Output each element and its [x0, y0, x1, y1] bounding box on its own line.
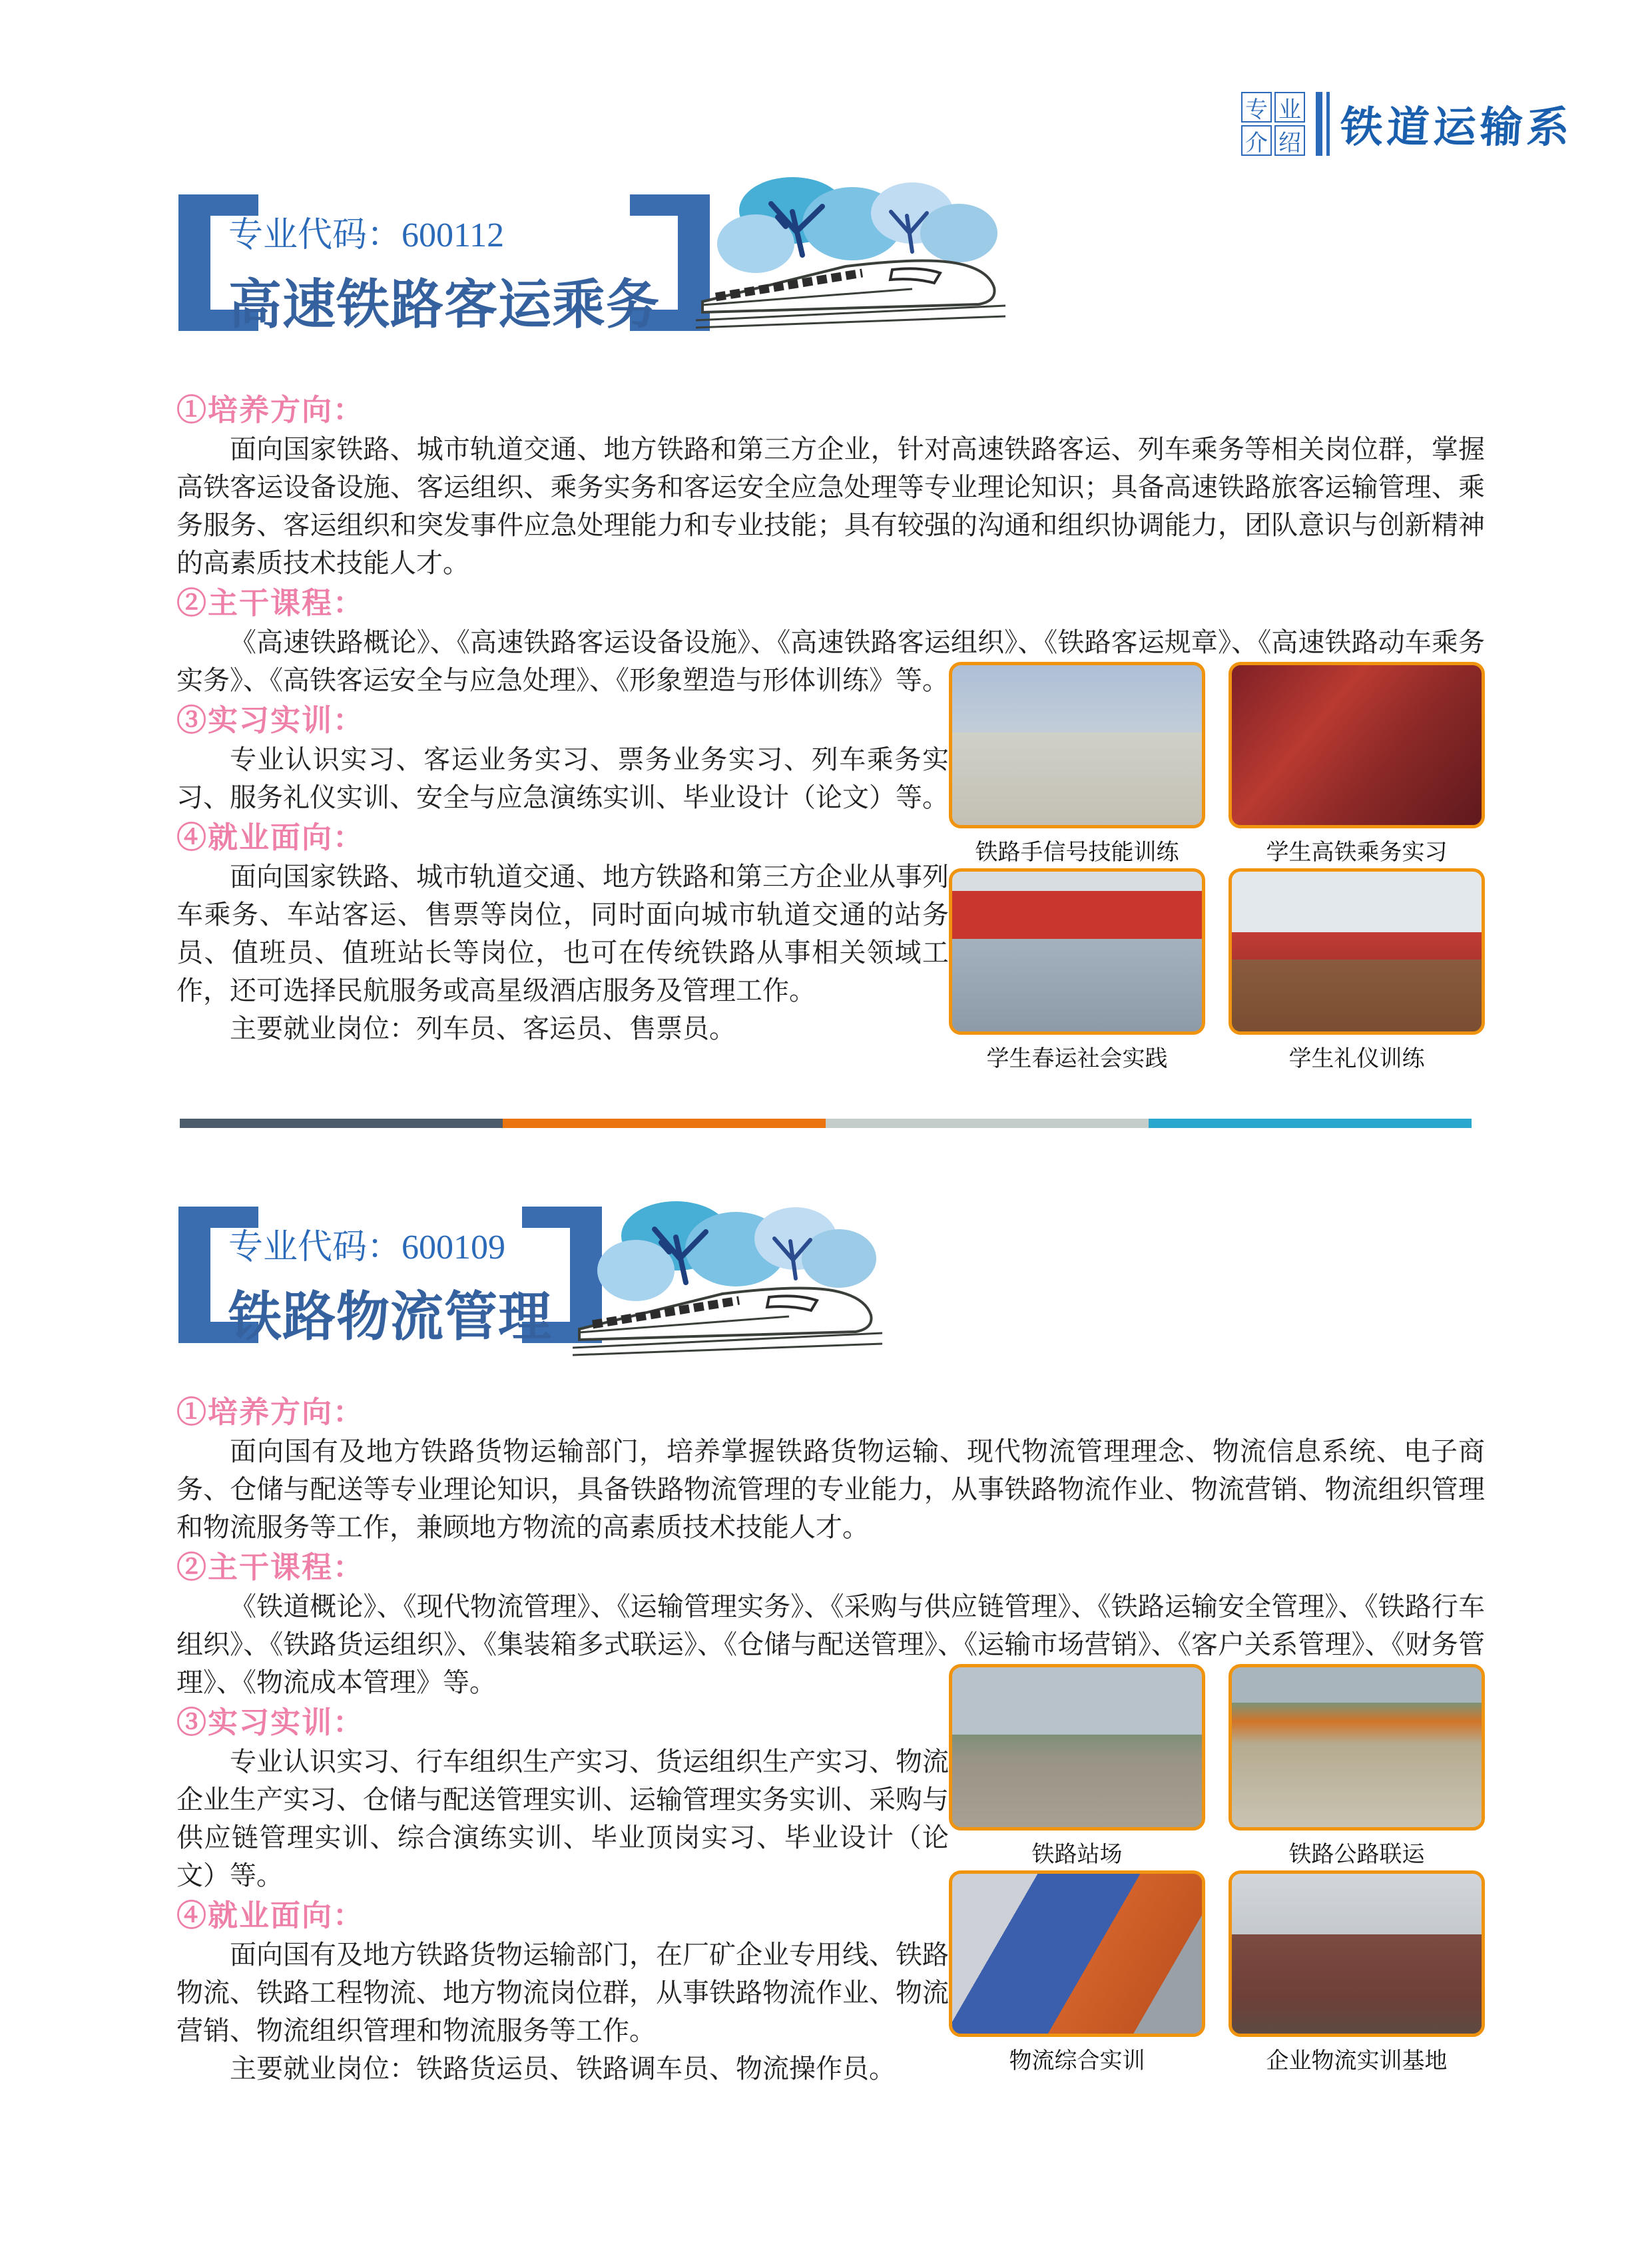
section1-content — [176, 390, 1485, 1071]
photo-figure — [1229, 1664, 1485, 1867]
photo-caption: 企业物流实训基地 — [1266, 2048, 1448, 2074]
double-bar-icon — [1316, 92, 1330, 156]
heading-employment-1: ④就业面向： — [176, 820, 365, 854]
photo-figure — [949, 1664, 1205, 1867]
employment-text-1: 面向国家铁路、城市轨道交通、地方铁路和第三方企业从事列车乘务、车站客运、售票等岗位，同时面向城市轨道交通的站务员、值班员、值班站长等岗位，也可在传统铁路从事相关领域工作，还可选择民航服务或高星级酒店服务及管理工作。 — [176, 862, 949, 1005]
photo-figure — [1229, 868, 1485, 1071]
photo-caption: 学生高铁乘务实习 — [1266, 840, 1448, 865]
badge-char: 介 — [1241, 125, 1272, 156]
photo-caption: 铁路站场 — [1031, 1842, 1123, 1867]
photo-figure — [1229, 662, 1485, 865]
practice-training-text-2: 专业认识实习、行车组织生产实习、货运组织生产实习、物流企业生产实习、仓储与配送管理实训、运输管理实务实训、采购与供应链管理实训、综合演练实训、毕业顶岗实习、毕业设计（论文）等。 — [176, 1747, 949, 1890]
photo-figure — [949, 662, 1205, 865]
train-trees-illustration-1 — [692, 165, 1012, 340]
major-title-2: 铁路物流管理 — [228, 1287, 552, 1346]
photo-caption: 学生礼仪训练 — [1288, 1046, 1425, 1071]
masthead — [1241, 92, 1573, 156]
major-title-block-1 — [178, 194, 710, 338]
heading-training-direction-1: ①培养方向： — [176, 393, 365, 427]
photo-spring-festival-practice — [949, 868, 1205, 1035]
photo-caption: 铁路公路联运 — [1288, 1842, 1425, 1867]
photo-figure — [1229, 1870, 1485, 2074]
major-code-1: 专业代码：600112 — [228, 216, 505, 254]
training-direction-text-2: 面向国有及地方铁路货物运输部门，培养掌握铁路货物运输、现代物流管理理念、物流信息系统、电子商务、仓储与配送等专业理论知识，具备铁路物流管理的专业能力，从事铁路物流作业、物流营销、物流组织管理和物流服务等工作，兼顾地方物流的高素质技术技能人才。 — [176, 1437, 1485, 1542]
photo-figure — [949, 868, 1205, 1071]
photo-grid-1 — [949, 624, 1485, 1071]
photo-logistics-comprehensive-training — [949, 1870, 1205, 2037]
photo-enterprise-logistics-base — [1229, 1870, 1485, 2037]
photo-caption: 学生春运社会实践 — [986, 1046, 1168, 1071]
employment-jobs-2: 主要就业岗位：铁路货运员、铁路调车员、物流操作员。 — [230, 2054, 896, 2084]
major-title-block-2 — [178, 1207, 602, 1350]
heading-practice-training-1: ③实习实训： — [176, 703, 365, 737]
main-courses-text-1: 《高速铁路概论》、《高速铁路客运设备设施》、《高速铁路客运组织》、《铁路客运规章》、《高速铁路动车乘务实务》、《高铁客运安全与应急处理》、《形象塑造与形体训练》等。 — [176, 628, 1485, 695]
department-title: 铁道运输系 — [1338, 103, 1575, 151]
badge-char: 业 — [1274, 92, 1305, 123]
photo-hand-signal-training — [949, 662, 1205, 828]
train-trees-illustration-2 — [569, 1177, 889, 1370]
heading-employment-2: ④就业面向： — [176, 1898, 365, 1932]
main-courses-text-2: 《铁道概论》、《现代物流管理》、《运输管理实务》、《采购与供应链管理》、《铁路运输安全管理》、《铁路行车组织》、《铁路货运组织》、《集装箱多式联运》、《仓储与配送管理》、《运输市场营销》、《客户关系管理》、《财务管理》、《物流成本管理》等。 — [176, 1592, 1485, 1697]
photo-figure — [949, 1870, 1205, 2074]
section2-content — [176, 1392, 1485, 2088]
major-intro-badge — [1241, 92, 1305, 156]
photo-railway-yard — [949, 1664, 1205, 1830]
photo-caption: 铁路手信号技能训练 — [975, 840, 1179, 865]
heading-training-direction-2: ①培养方向： — [176, 1395, 365, 1429]
major-code-2: 专业代码：600109 — [228, 1229, 506, 1266]
badge-char: 专 — [1241, 92, 1272, 123]
photo-caption: 物流综合实训 — [1009, 2048, 1145, 2074]
photo-etiquette-training — [1229, 868, 1485, 1035]
employment-jobs-1: 主要就业岗位：列车员、客运员、售票员。 — [230, 1014, 736, 1043]
heading-practice-training-2: ③实习实训： — [176, 1705, 365, 1739]
photo-rail-road-intermodal — [1229, 1664, 1485, 1830]
section-divider-bar — [180, 1119, 1472, 1128]
heading-main-courses-1: ②主干课程： — [176, 586, 365, 620]
major-title-1: 高速铁路客运乘务 — [228, 275, 660, 334]
badge-char: 绍 — [1274, 125, 1305, 156]
heading-main-courses-2: ②主干课程： — [176, 1550, 365, 1584]
employment-text-2: 面向国有及地方铁路货物运输部门，在厂矿企业专用线、铁路物流、铁路工程物流、地方物流岗位群，从事铁路物流作业、物流营销、物流组织管理和物流服务等工作。 — [176, 1940, 949, 2046]
training-direction-text-1: 面向国家铁路、城市轨道交通、地方铁路和第三方企业，针对高速铁路客运、列车乘务等相关岗位群，掌握高铁客运设备设施、客运组织、乘务实务和客运安全应急处理等专业理论知识；具备高速铁路旅客运输管理、乘务服务、客运组织和突发事件应急处理能力和专业技能；具有较强的沟通和组织协调能力，团队意识与创新精神的高素质技术技能人才。 — [176, 435, 1485, 578]
photo-hsr-attendant-practice — [1229, 662, 1485, 828]
practice-training-text-1: 专业认识实习、客运业务实习、票务业务实习、列车乘务实习、服务礼仪实训、安全与应急演练实训、毕业设计（论文）等。 — [176, 745, 949, 812]
